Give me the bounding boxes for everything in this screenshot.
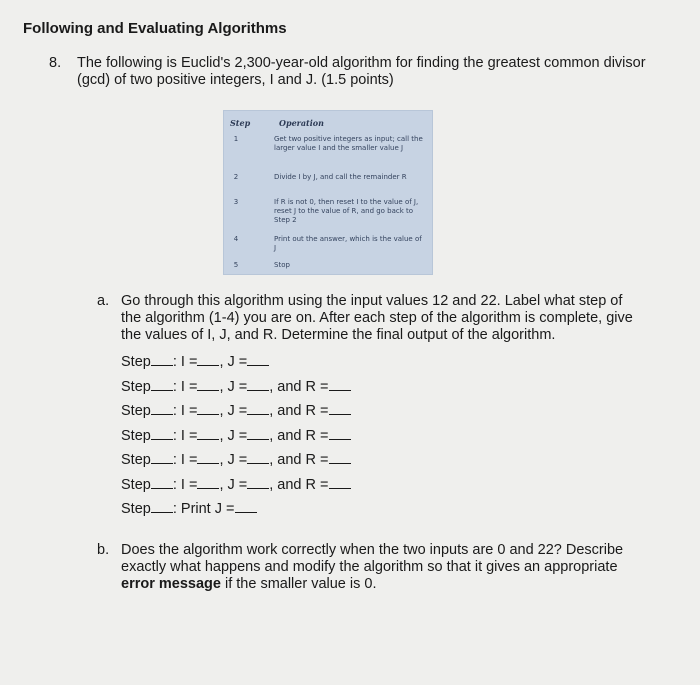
step-blank[interactable]	[151, 476, 173, 489]
r-label: , and R =	[269, 403, 329, 419]
step-line	[121, 402, 351, 427]
operation-text: Get two positive integers as input; call the larger value I and the smaller value J	[274, 135, 423, 152]
operation-text: Print out the answer, which is the value of J	[274, 235, 422, 252]
question-a	[97, 293, 637, 344]
r-blank[interactable]	[329, 402, 351, 415]
question-text: The following is Euclid's 2,300-year-old algorithm for finding the greatest common divisor (gcd) of two positive integers, I and J. (1.5 points)	[77, 55, 646, 88]
j-label: , J =	[219, 476, 248, 493]
error-message-emphasis: error message	[121, 576, 221, 592]
i-blank[interactable]	[197, 353, 219, 366]
algorithm-table	[223, 110, 433, 275]
step-number: 3	[233, 198, 239, 206]
j-label: , J =	[219, 403, 248, 419]
j-label: , J =	[219, 354, 248, 370]
operation-text: If R is not 0, then reset I to the value of J, reset J to the value of R, and go back to Step 2	[274, 198, 419, 224]
question-b	[97, 542, 637, 593]
table-header-step: Step	[230, 118, 251, 128]
i-blank[interactable]	[197, 378, 219, 391]
step-line	[121, 500, 351, 525]
i-label: : I =	[172, 476, 198, 493]
j-blank[interactable]	[247, 451, 269, 464]
step-worksheet	[121, 353, 351, 525]
step-label: Step	[121, 378, 151, 395]
r-blank[interactable]	[329, 451, 351, 464]
print-blank[interactable]	[235, 500, 257, 513]
step-blank[interactable]	[151, 451, 173, 464]
step-number: 5	[233, 261, 239, 269]
i-label: : I =	[172, 354, 198, 370]
question-text-start: Does the algorithm work correctly when the two inputs are 0 and 22? Describe exactly what happens and modify the algorithm so that it gives an appropriate	[121, 542, 624, 575]
question-text	[121, 542, 637, 593]
j-blank[interactable]	[247, 353, 269, 366]
step-line	[121, 427, 351, 452]
r-blank[interactable]	[329, 427, 351, 440]
question-number: a.	[97, 293, 110, 309]
j-label: , J =	[219, 452, 248, 468]
operation-text: Divide I by J, and call the remainder R	[274, 173, 407, 181]
step-blank[interactable]	[151, 378, 173, 391]
question-8	[49, 55, 659, 89]
step-label: Step	[121, 354, 151, 370]
j-blank[interactable]	[247, 402, 269, 415]
i-blank[interactable]	[197, 476, 219, 489]
i-label: : I =	[172, 427, 198, 444]
table-header-operation: Operation	[279, 118, 324, 128]
step-line	[121, 378, 351, 403]
step-line	[121, 451, 351, 476]
step-label: Step	[121, 476, 151, 493]
j-label: , J =	[219, 427, 248, 444]
question-number: b.	[97, 542, 110, 558]
j-blank[interactable]	[247, 378, 269, 391]
section-heading: Following and Evaluating Algorithms	[23, 20, 287, 37]
i-label: : I =	[172, 378, 198, 395]
step-blank[interactable]	[151, 353, 173, 366]
step-blank[interactable]	[151, 427, 173, 440]
step-label: Step	[121, 427, 151, 444]
step-blank[interactable]	[151, 402, 173, 415]
question-text: Go through this algorithm using the input values 12 and 22. Label what step of the algorithm (1-4) you are on. After each step of the algorithm is complete, give the values of I, J, and R. Determine the final output of the algorithm.	[121, 293, 633, 343]
step-label: Step	[121, 452, 151, 468]
j-blank[interactable]	[247, 427, 269, 440]
question-number: 8.	[49, 55, 62, 71]
operation-text: Stop	[274, 261, 290, 269]
print-label: : Print J =	[172, 501, 235, 517]
r-blank[interactable]	[329, 476, 351, 489]
i-label: : I =	[172, 452, 198, 468]
step-line	[121, 353, 351, 378]
question-text-end: if the smaller value is 0.	[220, 576, 377, 592]
r-label: , and R =	[269, 452, 329, 468]
step-number: 4	[233, 235, 239, 243]
step-number: 2	[233, 173, 239, 181]
r-blank[interactable]	[329, 378, 351, 391]
i-blank[interactable]	[197, 451, 219, 464]
step-blank[interactable]	[151, 500, 173, 513]
step-line	[121, 476, 351, 501]
j-blank[interactable]	[247, 476, 269, 489]
i-blank[interactable]	[197, 427, 219, 440]
r-label: , and R =	[269, 378, 329, 395]
r-label: , and R =	[269, 427, 329, 444]
step-label: Step	[121, 403, 151, 419]
i-blank[interactable]	[197, 402, 219, 415]
i-label: : I =	[172, 403, 198, 419]
j-label: , J =	[219, 378, 248, 395]
r-label: , and R =	[269, 476, 329, 493]
step-label: Step	[121, 501, 151, 517]
step-number: 1	[233, 135, 239, 143]
